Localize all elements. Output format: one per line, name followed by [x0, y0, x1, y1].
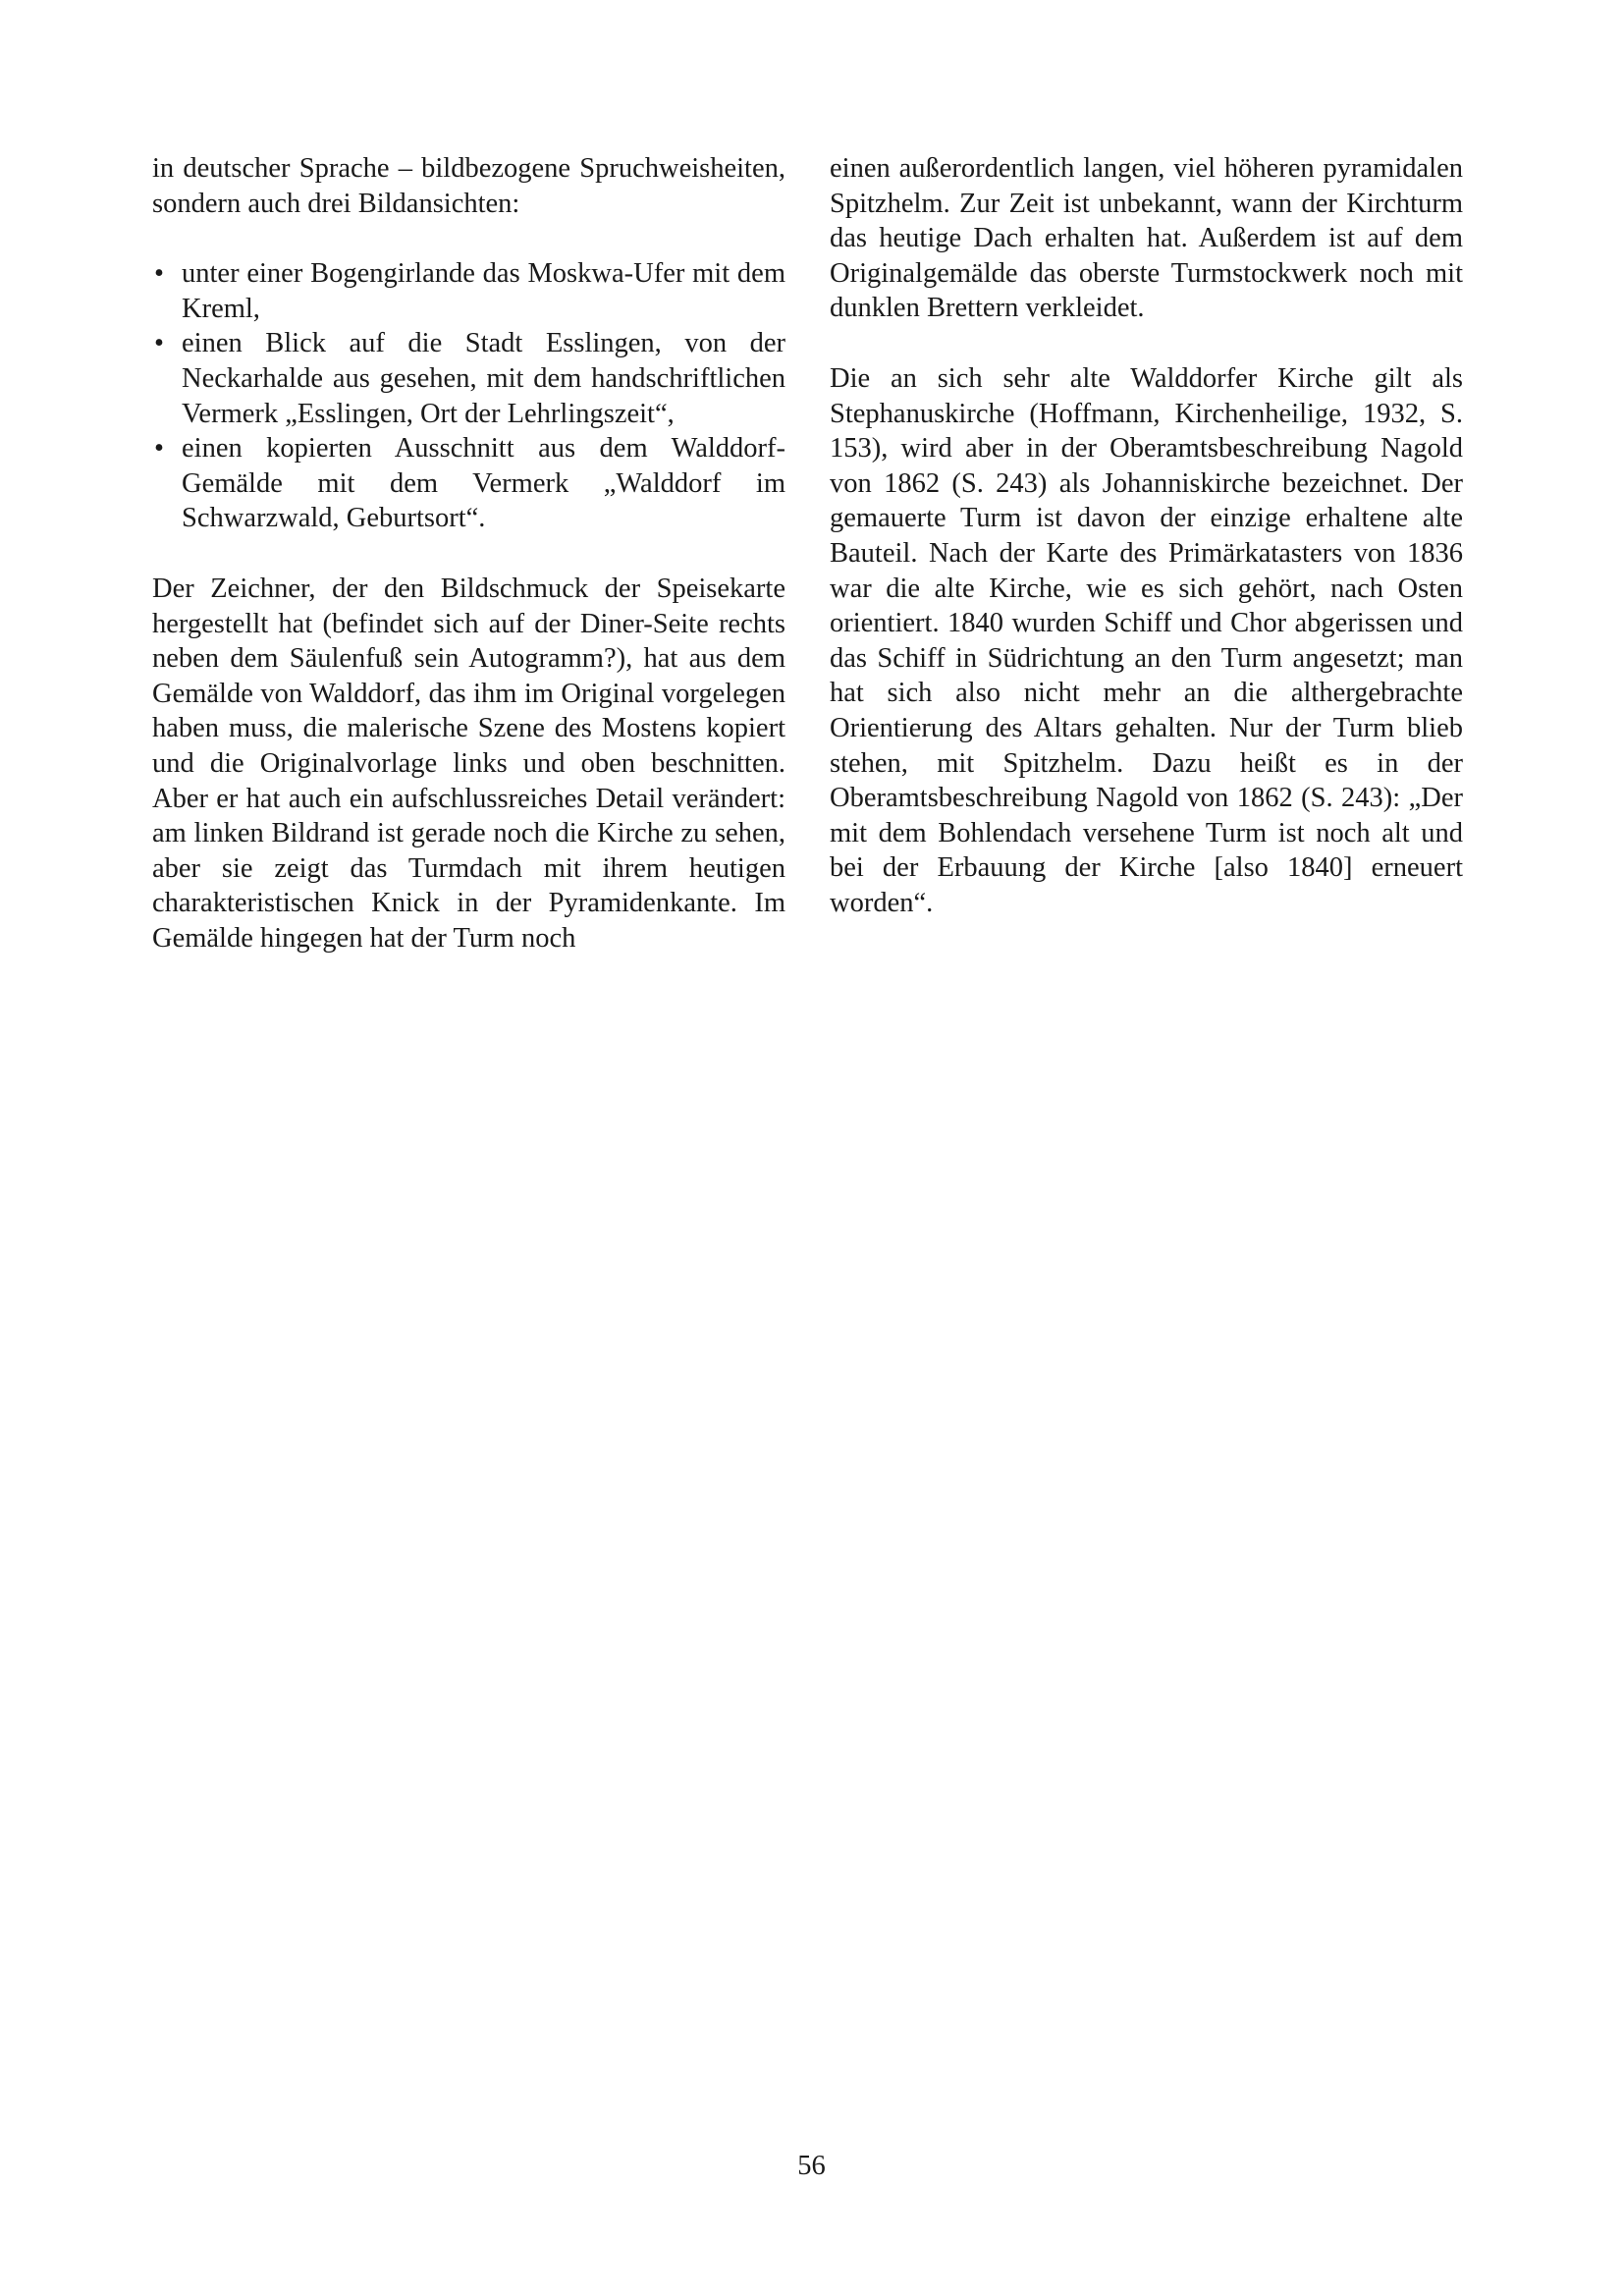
spitzhelm-paragraph: einen außerordentlich langen, viel höheren pyramidalen Spitzhelm. Zur Zeit ist unbekannt, wann der Kirchturm das heutige Dach erhalten hat. Außerdem ist auf dem Originalgemälde das oberste Turmstockwerk noch mit dunklen Brettern verkleidet. — [830, 153, 1463, 324]
left-column — [152, 151, 785, 991]
list-item: • unter einer Bogengirlande das Moskwa-Ufer mit dem Kreml, — [152, 256, 785, 326]
page-number: 56 — [797, 2151, 826, 2181]
walddorfer-kirche-paragraph: Die an sich sehr alte Walddorfer Kirche gilt als Stephanuskirche (Hoffmann, Kirchenheilige, 1932, S. 153), wird aber in der Oberamtsbeschreibung Nagold von 1862 (S. 243) als Johanniskirche bezeichnet. Der gemauerte Turm ist davon der einzige erhaltene alte Bauteil. Nach der Karte des Primärkatasters von 1836 war die alte Kirche, wie es sich gehört, nach Osten orientiert. 1840 wurden Schiff und Chor abgerissen und das Schiff in Südrichtung an den Turm angesetzt; man hat sich also nicht mehr an die althergebrachte Orientierung des Altars gehalten. Nur der Turm blieb stehen, mit Spitzhelm. Dazu heißt es in der Oberamtsbeschreibung Nagold von 1862 (S. 243): „Der mit dem Bohlendach versehene Turm ist noch alt und bei der Erbauung der Kirche [also 1840] erneuert worden“. — [830, 362, 1463, 918]
zeichner-paragraph: Der Zeichner, der den Bildschmuck der Speisekarte hergestellt hat (befindet sich auf der Diner-Seite rechts neben dem Säulenfuß sein Autogramm?), hat aus dem Gemälde von Walddorf, das ihm im Original vorgelegen haben muss, die malerische Szene des Mostens kopiert und die Originalvorlage links und oben beschnitten. Aber er hat auch ein aufschlussreiches Detail verändert: am linken Bildrand ist gerade noch die Kirche zu sehen, aber sie zeigt das Turmdach mit ihrem heutigen charakteristischen Knick in der Pyramidenkante. Im Gemälde hingegen hat der Turm noch — [152, 573, 785, 954]
list-item: • einen Blick auf die Stadt Esslingen, von der Neckarhalde aus gesehen, mit dem handschriftlichen Vermerk „Esslingen, Ort der Lehrlingszeit“, — [152, 326, 785, 431]
bildansichten-list — [152, 256, 785, 536]
list-item: • einen kopierten Ausschnitt aus dem Walddorf-Gemälde mit dem Vermerk „Walddorf im Schwarzwald, Geburtsort“. — [152, 431, 785, 536]
intro-paragraph: in deutscher Sprache – bildbezogene Spruchweisheiten, sondern auch drei Bildansichten: — [152, 153, 785, 219]
right-column — [830, 151, 1463, 956]
